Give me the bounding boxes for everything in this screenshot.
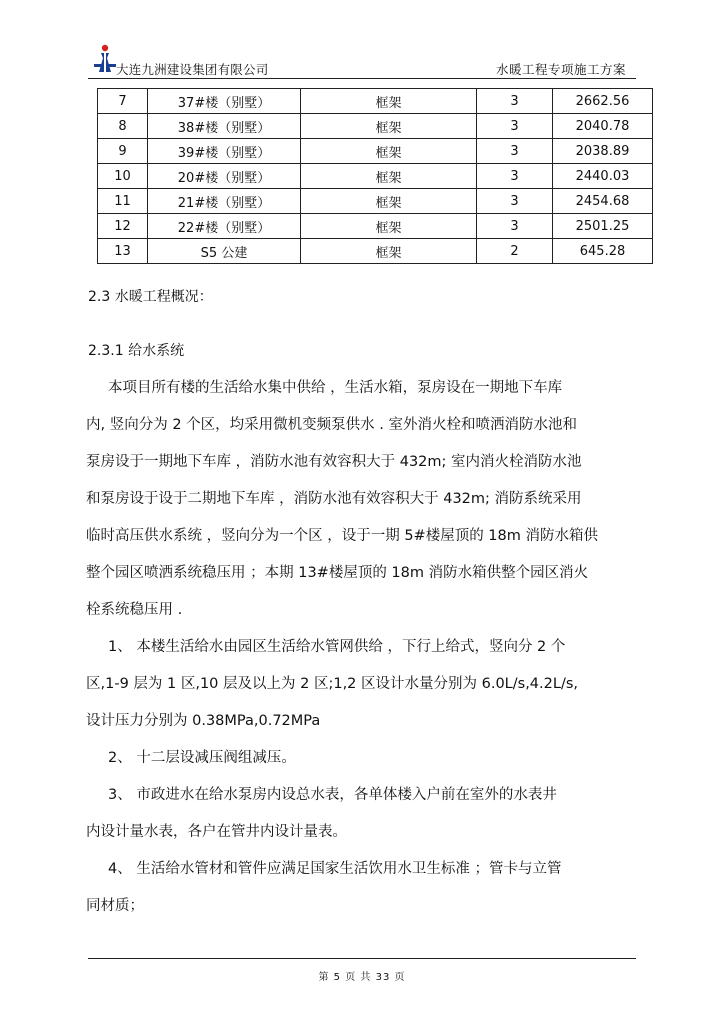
table-cell: 13 (98, 239, 148, 264)
body-line: 整个园区喷洒系统稳压用 ；本期 13#楼屋顶的 18m 消防水箱供整个园区消火 (86, 565, 589, 581)
table-row (98, 164, 653, 189)
body-line: 临时高压供水系统 ，竖向分为一个区 ，设于一期 5#楼屋顶的 18m 消防水箱供 (86, 528, 598, 544)
list-item-4: 4、 生活给水管材和管件应满足国家生活饮用水卫生标准 ；管卡与立管 (108, 861, 562, 877)
table-cell: 9 (98, 139, 148, 164)
table-cell: 3 (477, 164, 553, 189)
table-cell: 2 (477, 239, 553, 264)
body-line: 内设计量水表，各户在管井内设计量表。 (86, 824, 347, 840)
table-cell: 10 (98, 164, 148, 189)
table-cell: 2454.68 (553, 189, 653, 214)
table-cell: 11 (98, 189, 148, 214)
body-line: 内, 竖向分为 2 个区，均采用微机变频泵供水 . 室外消火栓和喷洒消防水池和 (86, 417, 577, 433)
table-cell: 37#楼（别墅） (148, 89, 301, 114)
table-row (98, 139, 653, 164)
table-cell: 645.28 (553, 239, 653, 264)
table-cell: 38#楼（别墅） (148, 114, 301, 139)
water-supply-body (86, 370, 642, 925)
table-cell: 21#楼（别墅） (148, 189, 301, 214)
body-line: 本项目所有楼的生活给水集中供给 ，生活水箱，泵房设在一期地下车库 (108, 380, 563, 396)
table-cell: 3 (477, 214, 553, 239)
document-title: 水暖工程专项施工方案 (495, 62, 626, 77)
body-line: 栓系统稳压用 . (86, 602, 183, 618)
table-cell: 2501.25 (553, 214, 653, 239)
list-item-2: 2、 十二层设减压阀组减压。 (108, 750, 296, 766)
table-cell: S5 公建 (148, 239, 301, 264)
page-number: 第 5 页 共 33 页 (318, 972, 406, 983)
table-cell: 3 (477, 139, 553, 164)
page-header (88, 44, 636, 79)
table-cell: 3 (477, 189, 553, 214)
table-cell: 2440.03 (553, 164, 653, 189)
footer-divider (88, 958, 636, 959)
table-cell: 3 (477, 89, 553, 114)
section-2-3-heading: 2.3 水暖工程概况： (88, 289, 213, 305)
table-cell: 39#楼（别墅） (148, 139, 301, 164)
project-table (97, 88, 653, 264)
table-row (98, 189, 653, 214)
body-line: 和泵房设于设于二期地下车库 ，消防水池有效容积大于 432m; 消防系统采用 (86, 491, 582, 507)
table-cell: 框架 (301, 239, 477, 264)
body-line: 区,1-9 层为 1 区,10 层及以上为 2 区;1,2 区设计水量分别为 6.0L/s,4.2L/s, (86, 676, 578, 692)
table-cell: 3 (477, 114, 553, 139)
company-name: 大连九洲建设集团有限公司 (116, 62, 269, 77)
table-cell: 22#楼（别墅） (148, 214, 301, 239)
table-cell: 8 (98, 114, 148, 139)
table-row (98, 214, 653, 239)
company-logo-icon (92, 44, 118, 74)
section-2-3-1-heading: 2.3.1 给水系统 (88, 343, 185, 359)
table-cell: 框架 (301, 214, 477, 239)
table-row (98, 239, 653, 264)
body-line: 设计压力分别为 0.38MPa,0.72MPa (86, 713, 321, 729)
table-cell: 2040.78 (553, 114, 653, 139)
list-item-1: 1、 本楼生活给水由园区生活给水管网供给 ，下行上给式，竖向分 2 个 (108, 639, 566, 655)
table-cell: 2038.89 (553, 139, 653, 164)
table-cell: 2662.56 (553, 89, 653, 114)
body-line: 同材质； (86, 898, 144, 914)
table-cell: 框架 (301, 189, 477, 214)
list-item-3: 3、 市政进水在给水泵房内设总水表，各单体楼入户前在室外的水表井 (108, 787, 557, 803)
table-cell: 7 (98, 89, 148, 114)
table-cell: 框架 (301, 164, 477, 189)
table-cell: 框架 (301, 89, 477, 114)
table-cell: 12 (98, 214, 148, 239)
body-line: 泵房设于一期地下车库 ，消防水池有效容积大于 432m; 室内消火栓消防水池 (86, 454, 582, 470)
table-cell: 框架 (301, 139, 477, 164)
table-row (98, 114, 653, 139)
table-row (98, 89, 653, 114)
table-cell: 框架 (301, 114, 477, 139)
table-cell: 20#楼（别墅） (148, 164, 301, 189)
